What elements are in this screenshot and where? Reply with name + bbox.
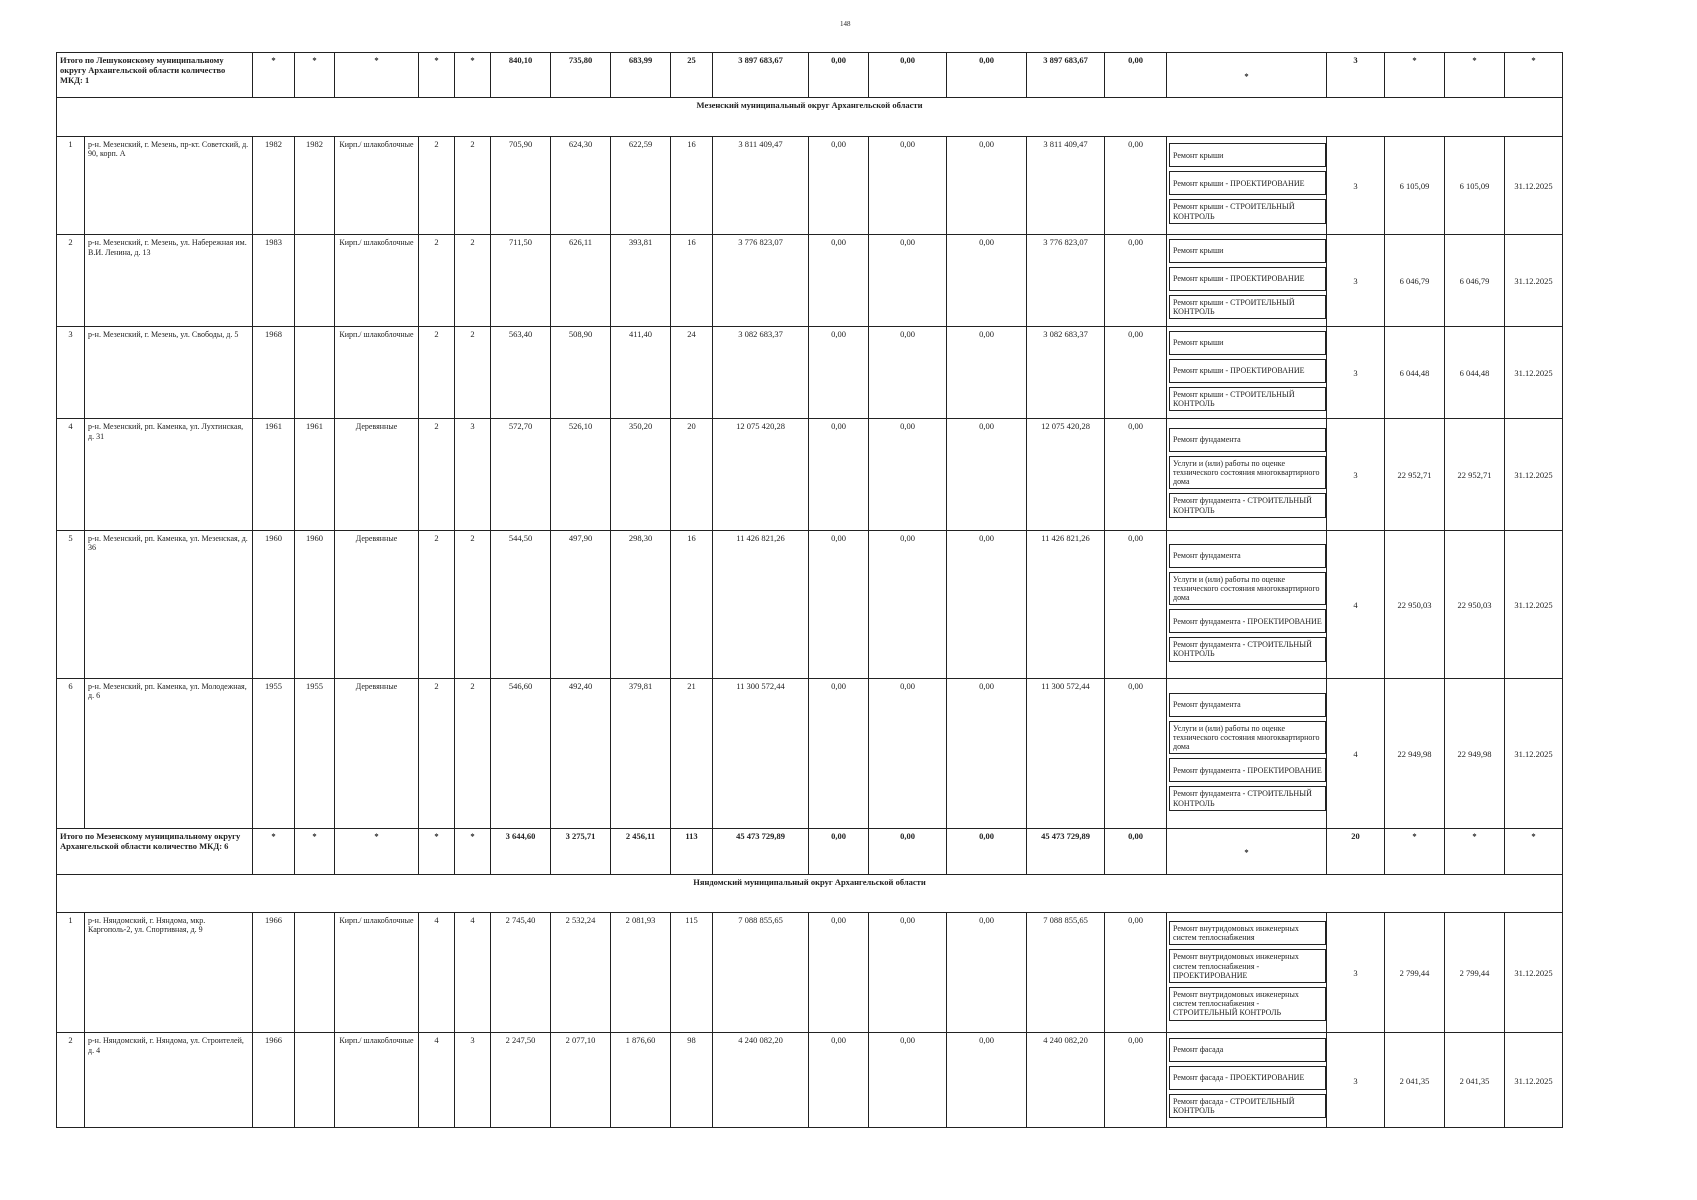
cell-c15: 0,00 xyxy=(947,53,1027,98)
max-unit-cost: 6 105,09 xyxy=(1445,136,1505,235)
row-number: 1 xyxy=(57,913,85,1033)
repair-cost: 3 811 409,47 xyxy=(713,136,809,235)
row-number: 1 xyxy=(57,136,85,235)
owners-funds: 12 075 420,28 xyxy=(1027,419,1105,531)
work-item: Ремонт фасада xyxy=(1169,1038,1326,1062)
works-stack xyxy=(1167,913,1326,1032)
cell-c21: * xyxy=(1445,53,1505,98)
year-last-repair xyxy=(295,913,335,1033)
house-row xyxy=(57,913,1563,1033)
max-unit-cost: 22 950,03 xyxy=(1445,531,1505,679)
year-built: 1968 xyxy=(253,327,295,419)
work-item: Ремонт крыши - ПРОЕКТИРОВАНИЕ xyxy=(1169,267,1326,291)
cell-c20: * xyxy=(1385,829,1445,874)
cell-c3: * xyxy=(253,53,295,98)
cell-c11: 25 xyxy=(671,53,713,98)
cell-c13: 0,00 xyxy=(809,53,869,98)
works-count: 3 xyxy=(1327,913,1385,1033)
works-count: 3 xyxy=(1327,327,1385,419)
cell-c6: * xyxy=(419,829,455,874)
cell-c8: 840,10 xyxy=(491,53,551,98)
year-built: 1960 xyxy=(253,531,295,679)
house-row xyxy=(57,1033,1563,1128)
works-stack xyxy=(1167,531,1326,678)
residential-area: 1 876,60 xyxy=(611,1033,671,1128)
residents: 16 xyxy=(671,531,713,679)
residents: 21 xyxy=(671,679,713,829)
house-row xyxy=(57,136,1563,235)
work-item: Ремонт фасада - СТРОИТЕЛЬНЫЙ КОНТРОЛЬ xyxy=(1169,1094,1326,1118)
federal-funds: 0,00 xyxy=(809,1033,869,1128)
max-unit-cost: 22 949,98 xyxy=(1445,679,1505,829)
work-item: Ремонт крыши - СТРОИТЕЛЬНЫЙ КОНТРОЛЬ xyxy=(1169,295,1326,319)
residents: 98 xyxy=(671,1033,713,1128)
completion-date: 31.12.2025 xyxy=(1505,136,1563,235)
cell-c19: 20 xyxy=(1327,829,1385,874)
residential-area: 350,20 xyxy=(611,419,671,531)
year-last-repair xyxy=(295,1033,335,1128)
total-area: 2 247,50 xyxy=(491,1033,551,1128)
completion-date: 31.12.2025 xyxy=(1505,327,1563,419)
total-label: Итого по Мезенскому муниципальному округу Архангельской области количество МКД: 6 xyxy=(57,829,253,874)
premises-area: 2 532,24 xyxy=(551,913,611,1033)
total-works: * xyxy=(1167,829,1327,874)
regional-funds: 0,00 xyxy=(869,913,947,1033)
cell-c16: 45 473 729,89 xyxy=(1027,829,1105,874)
works-stack xyxy=(1167,327,1326,418)
year-last-repair xyxy=(295,235,335,327)
unit-cost: 6 046,79 xyxy=(1385,235,1445,327)
unit-cost: 22 949,98 xyxy=(1385,679,1445,829)
work-item: Ремонт фундамента - СТРОИТЕЛЬНЫЙ КОНТРОЛЬ xyxy=(1169,786,1326,810)
works-count: 3 xyxy=(1327,1033,1385,1128)
cell-c14: 0,00 xyxy=(869,53,947,98)
repair-cost: 4 240 082,20 xyxy=(713,1033,809,1128)
wall-material: Кирп./ шлакоблочные xyxy=(335,1033,419,1128)
completion-date: 31.12.2025 xyxy=(1505,235,1563,327)
entrances: 3 xyxy=(455,419,491,531)
year-built: 1955 xyxy=(253,679,295,829)
works-stack xyxy=(1167,679,1326,828)
cell-c5: * xyxy=(335,53,419,98)
works-list xyxy=(1167,1033,1327,1128)
works-count: 4 xyxy=(1327,531,1385,679)
owners-funds: 3 776 823,07 xyxy=(1027,235,1105,327)
max-unit-cost: 22 952,71 xyxy=(1445,419,1505,531)
cell-c20: * xyxy=(1385,53,1445,98)
regional-funds: 0,00 xyxy=(869,327,947,419)
year-built: 1966 xyxy=(253,913,295,1033)
house-address: р-н. Няндомский, г. Няндома, ул. Строителей, д. 4 xyxy=(85,1033,253,1128)
floors: 2 xyxy=(419,136,455,235)
premises-area: 497,90 xyxy=(551,531,611,679)
floors: 4 xyxy=(419,913,455,1033)
page-number: 148 xyxy=(840,20,851,28)
cell-c22: * xyxy=(1505,53,1563,98)
floors: 2 xyxy=(419,327,455,419)
cell-c4: * xyxy=(295,53,335,98)
work-item: Услуги и (или) работы по оценке технического состояния многоквартирного дома xyxy=(1169,721,1326,755)
row-number: 6 xyxy=(57,679,85,829)
total-area: 2 745,40 xyxy=(491,913,551,1033)
work-item: Ремонт внутридомовых инженерных систем теплоснабжения xyxy=(1169,921,1326,945)
floors: 2 xyxy=(419,679,455,829)
works-stack xyxy=(1167,137,1326,235)
residential-area: 393,81 xyxy=(611,235,671,327)
premises-area: 526,10 xyxy=(551,419,611,531)
capital-repair-register-table xyxy=(56,52,1563,1128)
works-count: 3 xyxy=(1327,136,1385,235)
cell-c12: 45 473 729,89 xyxy=(713,829,809,874)
completion-date: 31.12.2025 xyxy=(1505,1033,1563,1128)
cell-c5: * xyxy=(335,829,419,874)
total-area: 711,50 xyxy=(491,235,551,327)
owners-funds: 11 300 572,44 xyxy=(1027,679,1105,829)
cell-c16: 3 897 683,67 xyxy=(1027,53,1105,98)
total-row xyxy=(57,53,1563,98)
house-row xyxy=(57,327,1563,419)
row-number: 3 xyxy=(57,327,85,419)
total-area: 546,60 xyxy=(491,679,551,829)
row-number: 4 xyxy=(57,419,85,531)
year-last-repair: 1960 xyxy=(295,531,335,679)
repair-cost: 11 426 821,26 xyxy=(713,531,809,679)
house-address: р-н. Мезенский, рп. Каменка, ул. Мезенская, д. 36 xyxy=(85,531,253,679)
residents: 24 xyxy=(671,327,713,419)
owners-funds: 11 426 821,26 xyxy=(1027,531,1105,679)
year-built: 1961 xyxy=(253,419,295,531)
total-area: 705,90 xyxy=(491,136,551,235)
regional-funds: 0,00 xyxy=(869,531,947,679)
cell-c9: 3 275,71 xyxy=(551,829,611,874)
house-row xyxy=(57,235,1563,327)
entrances: 2 xyxy=(455,531,491,679)
premises-area: 624,30 xyxy=(551,136,611,235)
regional-funds: 0,00 xyxy=(869,679,947,829)
residents: 16 xyxy=(671,235,713,327)
section-title: Мезенский муниципальный округ Архангельской области xyxy=(57,98,1563,137)
owners-funds: 7 088 855,65 xyxy=(1027,913,1105,1033)
works-list xyxy=(1167,235,1327,327)
cell-c21: * xyxy=(1445,829,1505,874)
works-count: 4 xyxy=(1327,679,1385,829)
federal-funds: 0,00 xyxy=(809,136,869,235)
unit-cost: 2 799,44 xyxy=(1385,913,1445,1033)
municipal-funds: 0,00 xyxy=(947,327,1027,419)
premises-area: 492,40 xyxy=(551,679,611,829)
unit-cost: 22 950,03 xyxy=(1385,531,1445,679)
work-item: Ремонт фундамента - ПРОЕКТИРОВАНИЕ xyxy=(1169,609,1326,633)
cell-c3: * xyxy=(253,829,295,874)
entrances: 2 xyxy=(455,679,491,829)
owners-funds: 3 811 409,47 xyxy=(1027,136,1105,235)
entrances: 2 xyxy=(455,327,491,419)
regional-funds: 0,00 xyxy=(869,1033,947,1128)
other-funds: 0,00 xyxy=(1105,531,1167,679)
regional-funds: 0,00 xyxy=(869,136,947,235)
work-item: Услуги и (или) работы по оценке технического состояния многоквартирного дома xyxy=(1169,572,1326,606)
works-stack xyxy=(1167,1033,1326,1127)
unit-cost: 6 044,48 xyxy=(1385,327,1445,419)
wall-material: Кирп./ шлакоблочные xyxy=(335,235,419,327)
municipal-funds: 0,00 xyxy=(947,136,1027,235)
wall-material: Кирп./ шлакоблочные xyxy=(335,913,419,1033)
cell-c13: 0,00 xyxy=(809,829,869,874)
house-address: р-н. Мезенский, г. Мезень, пр-кт. Советский, д. 90, корп. А xyxy=(85,136,253,235)
regional-funds: 0,00 xyxy=(869,419,947,531)
work-item: Ремонт крыши xyxy=(1169,143,1326,167)
regional-funds: 0,00 xyxy=(869,235,947,327)
works-list xyxy=(1167,327,1327,419)
municipal-funds: 0,00 xyxy=(947,1033,1027,1128)
work-item: Ремонт фундамента xyxy=(1169,693,1326,717)
municipal-funds: 0,00 xyxy=(947,419,1027,531)
works-list xyxy=(1167,419,1327,531)
other-funds: 0,00 xyxy=(1105,327,1167,419)
work-item: Ремонт крыши xyxy=(1169,239,1326,263)
premises-area: 2 077,10 xyxy=(551,1033,611,1128)
wall-material: Деревянные xyxy=(335,679,419,829)
house-row xyxy=(57,679,1563,829)
works-count: 3 xyxy=(1327,235,1385,327)
federal-funds: 0,00 xyxy=(809,679,869,829)
repair-cost: 7 088 855,65 xyxy=(713,913,809,1033)
wall-material: Деревянные xyxy=(335,419,419,531)
work-item: Ремонт крыши xyxy=(1169,331,1326,355)
work-item: Ремонт крыши - СТРОИТЕЛЬНЫЙ КОНТРОЛЬ xyxy=(1169,387,1326,411)
municipal-funds: 0,00 xyxy=(947,913,1027,1033)
residential-area: 2 081,93 xyxy=(611,913,671,1033)
work-item: Ремонт внутридомовых инженерных систем теплоснабжения - ПРОЕКТИРОВАНИЕ xyxy=(1169,949,1326,983)
total-area: 563,40 xyxy=(491,327,551,419)
works-count: 3 xyxy=(1327,419,1385,531)
work-item: Ремонт фасада - ПРОЕКТИРОВАНИЕ xyxy=(1169,1066,1326,1090)
repair-cost: 12 075 420,28 xyxy=(713,419,809,531)
federal-funds: 0,00 xyxy=(809,531,869,679)
cell-c9: 735,80 xyxy=(551,53,611,98)
max-unit-cost: 2 799,44 xyxy=(1445,913,1505,1033)
floors: 2 xyxy=(419,531,455,679)
entrances: 4 xyxy=(455,913,491,1033)
year-built: 1966 xyxy=(253,1033,295,1128)
repair-cost: 11 300 572,44 xyxy=(713,679,809,829)
year-last-repair: 1961 xyxy=(295,419,335,531)
repair-cost: 3 082 683,37 xyxy=(713,327,809,419)
cell-c7: * xyxy=(455,829,491,874)
max-unit-cost: 6 044,48 xyxy=(1445,327,1505,419)
residents: 115 xyxy=(671,913,713,1033)
owners-funds: 3 082 683,37 xyxy=(1027,327,1105,419)
floors: 4 xyxy=(419,1033,455,1128)
other-funds: 0,00 xyxy=(1105,419,1167,531)
residential-area: 622,59 xyxy=(611,136,671,235)
year-built: 1982 xyxy=(253,136,295,235)
federal-funds: 0,00 xyxy=(809,235,869,327)
work-item: Ремонт фундамента xyxy=(1169,428,1326,452)
work-item: Ремонт крыши - ПРОЕКТИРОВАНИЕ xyxy=(1169,359,1326,383)
cell-c17: 0,00 xyxy=(1105,53,1167,98)
premises-area: 626,11 xyxy=(551,235,611,327)
row-number: 5 xyxy=(57,531,85,679)
completion-date: 31.12.2025 xyxy=(1505,531,1563,679)
row-number: 2 xyxy=(57,1033,85,1128)
municipal-funds: 0,00 xyxy=(947,531,1027,679)
cell-c22: * xyxy=(1505,829,1563,874)
works-list xyxy=(1167,913,1327,1033)
unit-cost: 22 952,71 xyxy=(1385,419,1445,531)
municipal-funds: 0,00 xyxy=(947,235,1027,327)
cell-c6: * xyxy=(419,53,455,98)
wall-material: Кирп./ шлакоблочные xyxy=(335,327,419,419)
section-header-row xyxy=(57,874,1563,913)
total-row xyxy=(57,829,1563,874)
other-funds: 0,00 xyxy=(1105,679,1167,829)
other-funds: 0,00 xyxy=(1105,913,1167,1033)
wall-material: Кирп./ шлакоблочные xyxy=(335,136,419,235)
cell-c8: 3 644,60 xyxy=(491,829,551,874)
other-funds: 0,00 xyxy=(1105,136,1167,235)
year-last-repair: 1982 xyxy=(295,136,335,235)
max-unit-cost: 6 046,79 xyxy=(1445,235,1505,327)
other-funds: 0,00 xyxy=(1105,1033,1167,1128)
total-area: 572,70 xyxy=(491,419,551,531)
municipal-funds: 0,00 xyxy=(947,679,1027,829)
total-works: * xyxy=(1167,53,1327,98)
register-body xyxy=(57,53,1563,1128)
house-address: р-н. Няндомский, г. Няндома, мкр. Каргополь-2, ул. Спортивная, д. 9 xyxy=(85,913,253,1033)
house-address: р-н. Мезенский, рп. Каменка, ул. Молодежная, д. 6 xyxy=(85,679,253,829)
works-stack xyxy=(1167,419,1326,530)
works-list xyxy=(1167,531,1327,679)
house-address: р-н. Мезенский, рп. Каменка, ул. Лухтинская, д. 31 xyxy=(85,419,253,531)
residential-area: 298,30 xyxy=(611,531,671,679)
max-unit-cost: 2 041,35 xyxy=(1445,1033,1505,1128)
entrances: 2 xyxy=(455,235,491,327)
row-number: 2 xyxy=(57,235,85,327)
cell-c15: 0,00 xyxy=(947,829,1027,874)
section-title: Няндомский муниципальный округ Архангельской области xyxy=(57,874,1563,913)
repair-cost: 3 776 823,07 xyxy=(713,235,809,327)
unit-cost: 6 105,09 xyxy=(1385,136,1445,235)
cell-c12: 3 897 683,67 xyxy=(713,53,809,98)
cell-c7: * xyxy=(455,53,491,98)
floors: 2 xyxy=(419,235,455,327)
residents: 16 xyxy=(671,136,713,235)
entrances: 3 xyxy=(455,1033,491,1128)
entrances: 2 xyxy=(455,136,491,235)
house-address: р-н. Мезенский, г. Мезень, ул. Свободы, д. 5 xyxy=(85,327,253,419)
work-item: Ремонт фундамента - СТРОИТЕЛЬНЫЙ КОНТРОЛЬ xyxy=(1169,493,1326,517)
work-item: Ремонт крыши - ПРОЕКТИРОВАНИЕ xyxy=(1169,171,1326,195)
wall-material: Деревянные xyxy=(335,531,419,679)
work-item: Услуги и (или) работы по оценке технического состояния многоквартирного дома xyxy=(1169,456,1326,490)
year-last-repair xyxy=(295,327,335,419)
work-item: Ремонт крыши - СТРОИТЕЛЬНЫЙ КОНТРОЛЬ xyxy=(1169,199,1326,223)
completion-date: 31.12.2025 xyxy=(1505,913,1563,1033)
house-row xyxy=(57,419,1563,531)
cell-c17: 0,00 xyxy=(1105,829,1167,874)
cell-c10: 683,99 xyxy=(611,53,671,98)
house-address: р-н. Мезенский, г. Мезень, ул. Набережная им. В.И. Ленина, д. 13 xyxy=(85,235,253,327)
residential-area: 379,81 xyxy=(611,679,671,829)
cell-c14: 0,00 xyxy=(869,829,947,874)
residential-area: 411,40 xyxy=(611,327,671,419)
total-label: Итого по Лешуконскому муниципальному округу Архангельской области количество МКД: 1 xyxy=(57,53,253,98)
federal-funds: 0,00 xyxy=(809,419,869,531)
cell-c19: 3 xyxy=(1327,53,1385,98)
house-row xyxy=(57,531,1563,679)
owners-funds: 4 240 082,20 xyxy=(1027,1033,1105,1128)
cell-c10: 2 456,11 xyxy=(611,829,671,874)
premises-area: 508,90 xyxy=(551,327,611,419)
floors: 2 xyxy=(419,419,455,531)
year-built: 1983 xyxy=(253,235,295,327)
work-item: Ремонт фундамента - ПРОЕКТИРОВАНИЕ xyxy=(1169,758,1326,782)
other-funds: 0,00 xyxy=(1105,235,1167,327)
federal-funds: 0,00 xyxy=(809,327,869,419)
work-item: Ремонт фундамента xyxy=(1169,544,1326,568)
residents: 20 xyxy=(671,419,713,531)
completion-date: 31.12.2025 xyxy=(1505,419,1563,531)
cell-c4: * xyxy=(295,829,335,874)
works-stack xyxy=(1167,235,1326,326)
section-header-row xyxy=(57,98,1563,137)
unit-cost: 2 041,35 xyxy=(1385,1033,1445,1128)
work-item: Ремонт внутридомовых инженерных систем теплоснабжения - СТРОИТЕЛЬНЫЙ КОНТРОЛЬ xyxy=(1169,987,1326,1021)
works-list xyxy=(1167,679,1327,829)
works-list xyxy=(1167,136,1327,235)
federal-funds: 0,00 xyxy=(809,913,869,1033)
total-area: 544,50 xyxy=(491,531,551,679)
work-item: Ремонт фундамента - СТРОИТЕЛЬНЫЙ КОНТРОЛЬ xyxy=(1169,637,1326,661)
cell-c11: 113 xyxy=(671,829,713,874)
completion-date: 31.12.2025 xyxy=(1505,679,1563,829)
year-last-repair: 1955 xyxy=(295,679,335,829)
